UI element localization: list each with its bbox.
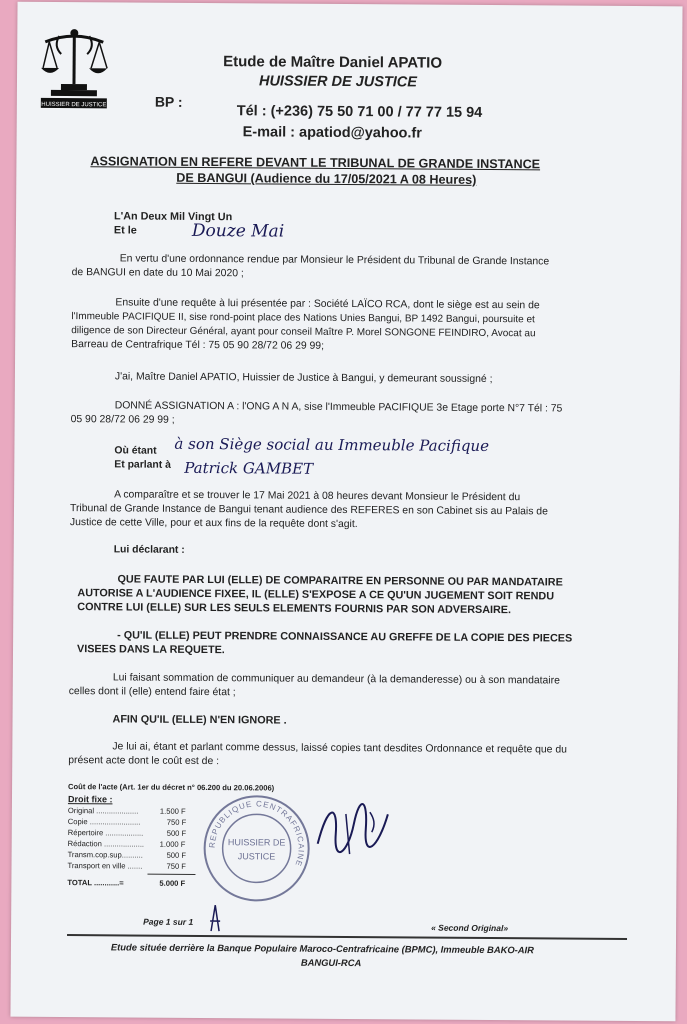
scales-of-justice-logo	[39, 26, 110, 112]
paragraph-copies-1: Je lui ai, étant et parlant comme dessus, laissé copies tant desdites Ordonnance et requête que du	[112, 741, 567, 756]
paragraph-sommation-1: Lui faisant sommation de communiquer au demandeur (à la demanderesse) ou à son mandataire	[112, 672, 560, 687]
paragraph-ordonnance-1: En vertu d'une ordonnance rendue par Monsieur le Président du Tribunal de Grande Instance	[119, 253, 550, 268]
year-line: L'An Deux Mil Vingt Un	[114, 210, 233, 224]
fee-row: Répertoire ..................	[67, 828, 144, 838]
fee-amount: 750 F	[166, 861, 186, 871]
total-label: TOTAL ............=	[67, 878, 124, 888]
title-line-1: ASSIGNATION EN REFERE DEVANT LE TRIBUNAL DE GRANDE INSTANCE	[90, 154, 541, 172]
lui-declarant: Lui déclarant :	[113, 544, 185, 556]
office-name: Etude de Maître Daniel APATIO	[223, 53, 443, 72]
ou-etant-label: Où étant	[114, 445, 157, 457]
paragraph-requete-3: diligence de son Directeur Général, ayant pour conseil Maître P. Morel SONGONE FEINDIRO, Avocat au	[71, 325, 536, 340]
fee-amount: 500 F	[166, 850, 187, 860]
fee-row: Transm.cop.sup..........	[67, 850, 143, 860]
parlant-a-handwritten: Patrick GAMBET	[184, 458, 314, 478]
phone-line: Tél : (+236) 75 50 71 00 / 77 77 15 94	[236, 103, 483, 121]
footer-rule	[67, 934, 627, 940]
paragraph-sommation-2: celles dont il (elle) entend faire état ;	[68, 686, 236, 699]
footer-address-2: BANGUI-RCA	[300, 956, 362, 969]
paragraph-requete-2: l'Immeuble PACIFIQUE II, sise rond-point place des Nations Unies Bangui, BP 1492 Bangui, poursuite et	[71, 311, 535, 326]
huissier-stamp	[201, 793, 312, 904]
stamp-ring-text: REPUBLIQUE CENTRAFRICAINE	[207, 799, 306, 869]
paragraph-ordonnance-2: de BANGUI en date du 10 Mai 2020 ;	[71, 267, 244, 280]
footer-address-1: Etude située derrière la Banque Populaire Maroco-Centrafricaine (BPMC), Immeuble BAKO-AIR	[110, 941, 534, 956]
stamp-center-2: JUSTICE	[237, 851, 276, 862]
afin-qu-il-n-en-ignore: AFIN QU'IL (ELLE) N'EN IGNORE .	[112, 713, 287, 727]
paragraph-comparaitre-1: A comparaître et se trouver le 17 Mai 2021 à 08 heures devant Monsieur le Président du	[114, 489, 521, 504]
droit-fixe-label: Droit fixe :	[67, 794, 113, 805]
fee-row: Transport en ville .......	[67, 861, 143, 871]
total-amount: 5.000 F	[159, 878, 186, 888]
ou-etant-handwritten: à son Siège social au Immeuble Pacifique	[174, 434, 490, 455]
initials-mark	[207, 905, 223, 933]
warning-1-line-2: AUTORISE A L'AUDIENCE FIXEE, IL (ELLE) S'EXPOSE A CE QU'UN JUGEMENT SOIT RENDU	[77, 587, 555, 603]
original-label: « Second Original»	[431, 922, 509, 934]
fee-row: Original ....................	[67, 806, 139, 816]
title-line-2: DE BANGUI (Audience du 17/05/2021 A 08 Heures)	[176, 170, 477, 187]
warning-1-line-3: CONTRE LUI (ELLE) SUR LES SEULS ELEMENTS FOURNIS PAR SON ADVERSAIRE.	[77, 601, 512, 617]
fees-heading: Coût de l'acte (Art. 1er du décret n° 06.200 du 20.06.2006)	[68, 782, 275, 793]
et-le-label: Et le	[113, 224, 137, 237]
handwritten-date: Douze Mai	[191, 220, 285, 242]
paragraph-requete-1: Ensuite d'une requête à lui présentée par : Société LAÏCO RCA, dont le siège est au sein de	[115, 297, 540, 312]
fee-row: Rédaction ...................	[67, 839, 145, 849]
signature	[308, 794, 398, 865]
stamp-center-1: HUISSIER DE	[227, 837, 286, 848]
logo-caption: HUISSIER DE JUSTICE	[41, 101, 107, 109]
parlant-a-label: Et parlant à	[114, 459, 171, 471]
paragraph-assignation-1: DONNÉ ASSIGNATION A : l'ONG A N A, sise l'Immeuble PACIFIQUE 3e Etage porte N°7 Tél : 75	[114, 400, 563, 415]
paragraph-requete-4: Barreau de Centrafrique Tél : 75 05 90 28/72 06 29 99;	[71, 339, 325, 352]
page-number: Page 1 sur 1	[143, 916, 194, 927]
office-role: HUISSIER DE JUSTICE	[258, 73, 417, 91]
fee-amount: 1.000 F	[159, 839, 186, 849]
warning-1-line-1: QUE FAUTE PAR LUI (ELLE) DE COMPARAITRE EN PERSONNE OU PAR MANDATAIRE	[117, 573, 563, 589]
paragraph-assignation-2: 05 90 28/72 06 29 99 ;	[70, 414, 175, 426]
paragraph-comparaitre-2: Tribunal de Grande Instance de Bangui tenant audience des REFERES en son Cabinet sis au Palais de	[69, 503, 548, 518]
warning-2-line-1: - QU'IL (ELLE) PEUT PRENDRE CONNAISSANCE AU GREFFE DE LA COPIE DES PIECES	[117, 629, 573, 645]
warning-2-line-2: VISEES DANS LA REQUETE.	[76, 643, 225, 657]
fee-row: Copie ........................	[67, 817, 141, 827]
total-rule	[147, 874, 195, 875]
fee-amount: 500 F	[166, 828, 187, 838]
fee-amount: 750 F	[166, 817, 187, 827]
paragraph-comparaitre-3: Justice de cette Ville, pour et aux fins de la requête dont s'agit.	[69, 517, 358, 531]
email-line: E-mail : apatiod@yahoo.fr	[242, 124, 422, 142]
bp-label: BP :	[154, 93, 183, 110]
paragraph-huissier: J'ai, Maître Daniel APATIO, Huissier de Justice à Bangui, y demeurant soussigné ;	[114, 371, 493, 386]
document-page	[10, 2, 682, 1022]
paragraph-copies-2: présent acte dont le coût est de :	[68, 755, 220, 768]
fee-amount: 1.500 F	[159, 806, 186, 816]
